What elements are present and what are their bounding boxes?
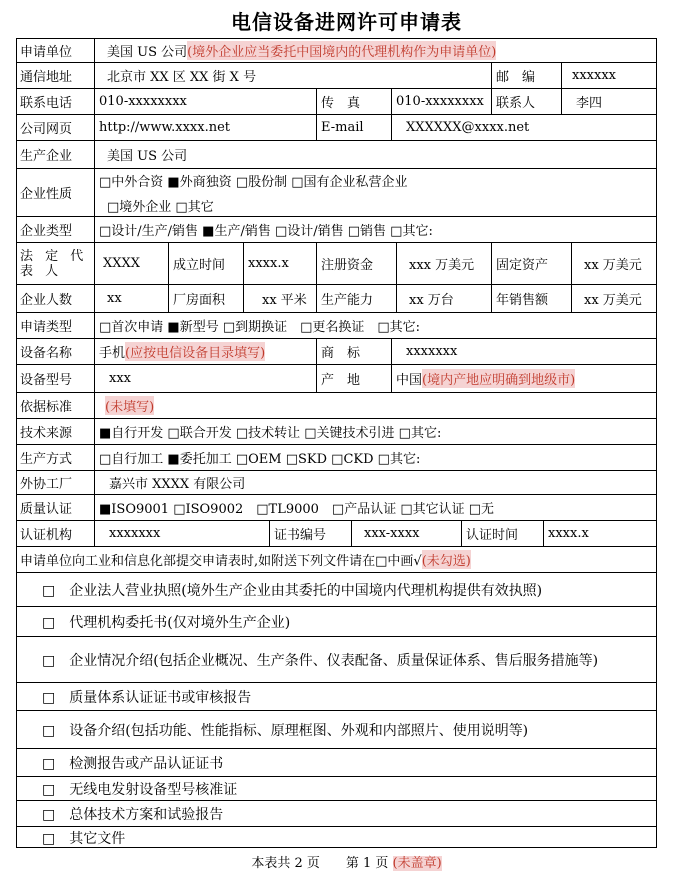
label-nature: 企业性质: [20, 187, 73, 202]
value-brand[interactable]: xxxxxxx: [391, 339, 657, 364]
value-device-name[interactable]: [94, 339, 316, 364]
row-device-name: [16, 338, 657, 364]
label-area: 厂房面积: [168, 285, 243, 312]
value-origin[interactable]: [391, 365, 657, 392]
row-applicant: [16, 38, 657, 62]
value-phone[interactable]: 010-xxxxxxxx: [94, 89, 316, 114]
value-capital[interactable]: xxx 万美元: [396, 243, 491, 284]
doc-checkbox-item[interactable]: □ 总体技术方案和试验报告: [42, 806, 224, 823]
value-cert[interactable]: xxxxxxx: [94, 521, 269, 546]
label-device-name: 设备名称: [20, 346, 73, 361]
nature-line2: □境外企业 □其它: [107, 199, 214, 215]
label-cert-no: 证书编号: [269, 521, 351, 546]
row-doc: [16, 636, 657, 682]
docs-intro-text: 申请单位向工业和信息化部提交申请表时,如附送下列文件请在□中画√: [20, 554, 422, 569]
label-founded: 成立时间: [168, 243, 243, 284]
value-web[interactable]: http://www.xxxx.net: [94, 115, 316, 140]
row-doc: [16, 710, 657, 748]
doc-checkbox-item[interactable]: □ 设备介绍(包括功能、性能指标、原理框图、外观和内部照片、使用说明等): [42, 722, 529, 739]
value-fax[interactable]: 010-xxxxxxxx: [391, 89, 491, 114]
label-cert-date: 认证时间: [461, 521, 543, 546]
row-doc: [16, 572, 657, 606]
label-address: 通信地址: [20, 70, 73, 85]
value-cert-no[interactable]: xxx-xxxx: [351, 521, 461, 546]
docs-intro-note: (未勾选): [422, 550, 471, 569]
doc-checkbox-item[interactable]: □ 企业法人营业执照(境外生产企业由其委托的中国境内代理机构提供有效执照): [42, 582, 543, 599]
value-staff[interactable]: xx: [94, 285, 168, 312]
label-capacity: 生产能力: [316, 285, 396, 312]
nature-line1: □中外合资 ■外商独资 □股份制 □国有企业私营企业: [99, 174, 408, 190]
label-quality: 质量认证: [20, 502, 73, 517]
value-sales[interactable]: xx 万美元: [571, 285, 657, 312]
application-form: [16, 38, 657, 848]
value-legal[interactable]: XXXX: [94, 243, 168, 284]
row-production: [16, 444, 657, 470]
doc-checkbox-item[interactable]: □ 无线电发射设备型号核准证: [42, 781, 238, 798]
label-sales: 年销售额: [491, 285, 571, 312]
label-applicant: 申请单位: [20, 44, 73, 60]
value-cert-date[interactable]: xxxx.x: [543, 521, 657, 546]
value-founded[interactable]: xxxx.x: [243, 243, 316, 284]
value-manufacturer[interactable]: 美国 US 公司: [94, 141, 657, 168]
value-production[interactable]: □自行加工 ■委托加工 □OEM □SKD □CKD □其它:: [94, 445, 657, 470]
label-brand: 商 标: [316, 339, 391, 364]
label-type: 企业类型: [20, 224, 73, 239]
page-info: 本表共 2 页 第 1 页: [251, 856, 389, 871]
row-doc: [16, 682, 657, 710]
row-staff: [16, 284, 657, 312]
row-nature: [16, 168, 657, 216]
row-tech: [16, 418, 657, 444]
value-device-model[interactable]: xxx: [94, 365, 316, 392]
value-type[interactable]: □设计/生产/销售 ■生产/销售 □设计/销售 □销售 □其它:: [94, 217, 657, 242]
row-device-model: [16, 364, 657, 392]
doc-checkbox-item[interactable]: □ 检测报告或产品认证证书: [42, 755, 224, 772]
row-doc: [16, 748, 657, 776]
row-address: [16, 62, 657, 88]
docs-intro: [16, 547, 657, 572]
device-name-text: 手机: [99, 346, 126, 361]
value-factory[interactable]: 嘉兴市 XXXX 有限公司: [94, 471, 657, 494]
row-doc: [16, 776, 657, 800]
row-phone: [16, 88, 657, 114]
doc-checkbox-item[interactable]: □ 其它文件: [42, 830, 126, 847]
label-email: E-mail: [316, 115, 391, 140]
label-production: 生产方式: [20, 452, 73, 467]
value-contact[interactable]: 李四: [561, 89, 657, 114]
row-cert: [16, 520, 657, 546]
row-doc: [16, 826, 657, 848]
row-web: [16, 114, 657, 140]
row-quality: [16, 494, 657, 520]
label-tech: 技术来源: [20, 426, 73, 441]
value-nature[interactable]: [94, 169, 657, 216]
row-app-type: [16, 312, 657, 338]
value-tech[interactable]: ■自行开发 □联合开发 □技术转让 □关键技术引进 □其它:: [94, 419, 657, 444]
label-legal: 法 定 代 表 人: [20, 248, 88, 279]
row-docs-intro: [16, 546, 657, 572]
label-standard: 依据标准: [20, 400, 73, 415]
value-app-type[interactable]: □首次申请 ■新型号 □到期换证 □更名换证 □其它:: [94, 313, 657, 338]
label-fax: 传 真: [316, 89, 391, 114]
label-manufacturer: 生产企业: [20, 149, 73, 164]
label-contact: 联系人: [491, 89, 561, 114]
value-quality[interactable]: ■ISO9001 □ISO9002 □TL9000 □产品认证 □其它认证 □无: [94, 495, 657, 520]
value-area[interactable]: xx 平米: [243, 285, 316, 312]
label-web: 公司网页: [20, 122, 73, 137]
doc-checkbox-item[interactable]: □ 代理机构委托书(仅对境外生产企业): [42, 614, 291, 631]
label-cert: 认证机构: [20, 528, 73, 543]
label-postcode: 邮 编: [491, 63, 561, 88]
label-capital: 注册资金: [316, 243, 396, 284]
label-device-model: 设备型号: [20, 373, 73, 388]
row-factory: [16, 470, 657, 494]
value-capacity[interactable]: xx 万台: [396, 285, 491, 312]
value-postcode[interactable]: xxxxxx: [561, 63, 657, 88]
form-title: 电信设备进网许可申请表: [231, 10, 462, 34]
page-footer: [0, 852, 693, 871]
applicant-name: 美国 US 公司: [107, 44, 188, 60]
applicant-note: (境外企业应当委托中国境内的代理机构作为申请单位): [187, 41, 496, 60]
label-assets: 固定资产: [491, 243, 571, 284]
label-factory: 外协工厂: [20, 477, 73, 492]
row-doc: [16, 606, 657, 636]
label-app-type: 申请类型: [20, 320, 73, 335]
row-type: [16, 216, 657, 242]
origin-note: (境内产地应明确到地级市): [422, 369, 575, 388]
row-standard: [16, 392, 657, 418]
label-origin: 产 地: [316, 365, 391, 392]
label-staff: 企业人数: [20, 293, 73, 308]
origin-text: 中国: [396, 373, 423, 388]
standard-note: (未填写): [105, 396, 154, 415]
label-phone: 联系电话: [20, 96, 73, 111]
device-name-note: (应按电信设备目录填写): [125, 342, 265, 361]
doc-checkbox-item[interactable]: □ 企业情况介绍(包括企业概况、生产条件、仪表配备、质量保证体系、售后服务措施等): [42, 652, 599, 669]
value-standard[interactable]: [94, 393, 657, 418]
value-applicant[interactable]: [94, 38, 657, 62]
doc-checkbox-item[interactable]: □ 质量体系认证证书或审核报告: [42, 689, 252, 706]
footer-note: (未盖章): [392, 856, 442, 871]
row-doc: [16, 800, 657, 826]
row-legal: [16, 242, 657, 284]
value-address[interactable]: 北京市 XX 区 XX 街 X 号: [94, 63, 491, 88]
row-manufacturer: [16, 140, 657, 168]
value-email[interactable]: XXXXXX@xxxx.net: [391, 115, 657, 140]
value-assets[interactable]: xx 万美元: [571, 243, 657, 284]
